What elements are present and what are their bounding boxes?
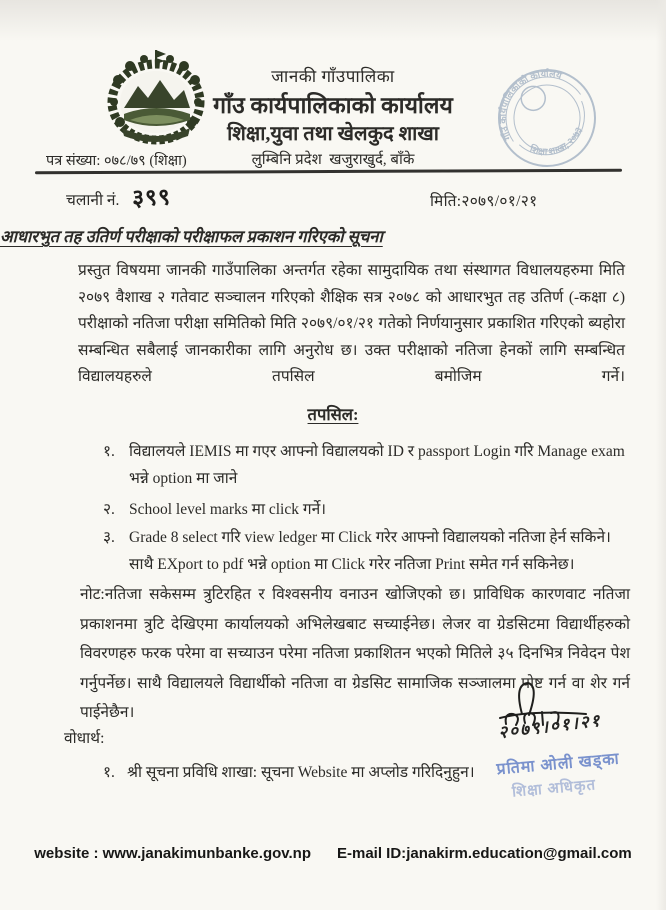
website-label: website : (34, 845, 103, 862)
item-text: Grade 8 select गरि view ledger मा Click गरेर आफ्नो विद्यालयको नतिजा हेर्न सकिने। साथै EXport to pdf भन्ने option मा Click गरेर नतिजा Print समेत गर्न सकिनेछ। (129, 529, 611, 573)
branch-name: शिक्षा,युवा तथा खेलकुद शाखा (227, 123, 439, 145)
office-address: लुम्बिनि प्रदेश खजुराखुर्द, बाँके (251, 152, 415, 168)
bodhartha-heading: वोधार्थ: (64, 730, 105, 747)
item-text: श्री सूचना प्रविधि शाखा: सूचना Website मा अप्लोड गरिदिनुहुन। (127, 764, 475, 781)
email-label: E-mail ID: (337, 845, 407, 862)
letter-number: पत्र संख्या: ०७८/७९ (शिक्षा) (46, 153, 187, 169)
letter-date: मिति:२०७९/०१/२१ (430, 193, 538, 210)
tapasil-item-1 (103, 438, 628, 492)
item-number: ३. (103, 529, 115, 546)
signature-date-handwritten: २०७९।०१।२१ (497, 710, 603, 743)
bodhartha-item-1 (103, 760, 523, 782)
stamp-arc-bottom-text: शिक्षा शाखा, २०७३ (528, 126, 585, 158)
subject-heading: आधारभुत तह उतिर्ण परीक्षाको परीक्षाफल प्रकाशन गरिएको सूचना (0, 227, 383, 246)
office-name: गाँउ कार्यपालिकाको कार्यालय (213, 93, 453, 118)
website-url: www.janakimunbanke.gov.np (102, 845, 311, 862)
item-number: १. (103, 443, 115, 460)
signatory-name-stamp: प्रतिमा ओली खड्का (495, 750, 621, 779)
item-number: २. (103, 501, 115, 518)
body-paragraph: प्रस्तुत विषयमा जानकी गाउँपालिका अन्तर्गत रहेका सामुदायिक तथा संस्थागत विधालयहरुमा मिति २०७९ वैशाख २ गतेवाट सञ्चालन गरिएको शैक्षिक सत्र २०७८ को आधारभुत तह उतिर्ण (-कक्षा ८) परीक्षाको नतिजा परीक्षा समितिको मिति २०७९/०१/२१ गतेको निर्णयानुसार प्रकाशित गरिएको ब्यहोरा सम्बन्धित सबैलाई जानकारीका लागि अनुरोध छ। उक्त परीक्षाको नतिजा हेनकों लागि सम्बन्धित विद्यालयहरुले तपसिल बमोजिम गर्ने। (78, 262, 625, 385)
stamp-arc-top-text: गाँउ कार्यपालिकाको कार्यालय (498, 69, 563, 142)
note-paragraph: नोट:नतिजा सकेसम्म त्रुटिरहित र विश्वसनीय वनाउन खोजिएको छ। प्राविधिक कारणवाट नतिजा प्रकाशनमा त्रुटि देखिएमा कार्यालयको अभिलेखबाट सच्याईनेछ। लेजर वा ग्रेडसिटमा विद्यार्थीहरुको विवरणहरु फरक परेमा वा सच्याउन परेमा नतिजा प्रकाशितन भएको मितिले ३५ दिनभित्र निवेदन पेश गर्नुपर्नेछ। साथै विद्यालयले विद्यार्थीको नतिजा वा ग्रेडसिट सामाजिक सञ्जालमा पोष्ट गर्न वा शेर गर्न पाईनेछैन। (80, 586, 630, 721)
item-text: School level marks मा click गर्ने। (129, 501, 327, 518)
tapasil-item-2 (103, 496, 628, 523)
signatory-title-stamp: शिक्षा अधिकृत (511, 777, 597, 801)
tapasil-heading: तपसिल: (307, 405, 359, 424)
tapasil-item-3 (103, 524, 628, 578)
municipality-name: जानकी गाँउपालिका (271, 67, 395, 86)
dispatch-number-handwritten: ३९९ (131, 184, 172, 211)
item-text: विद्यालयले IEMIS मा गएर आफ्नो विद्यालयको ID र passport Login गरि Manage exam भन्ने option मा जाने (129, 443, 625, 487)
item-number: १. (103, 764, 115, 781)
dispatch-number-label: चलानी नं. (66, 192, 120, 209)
email-address: janakirm.education@gmail.com (406, 845, 632, 862)
footer-contact-line (0, 845, 666, 862)
